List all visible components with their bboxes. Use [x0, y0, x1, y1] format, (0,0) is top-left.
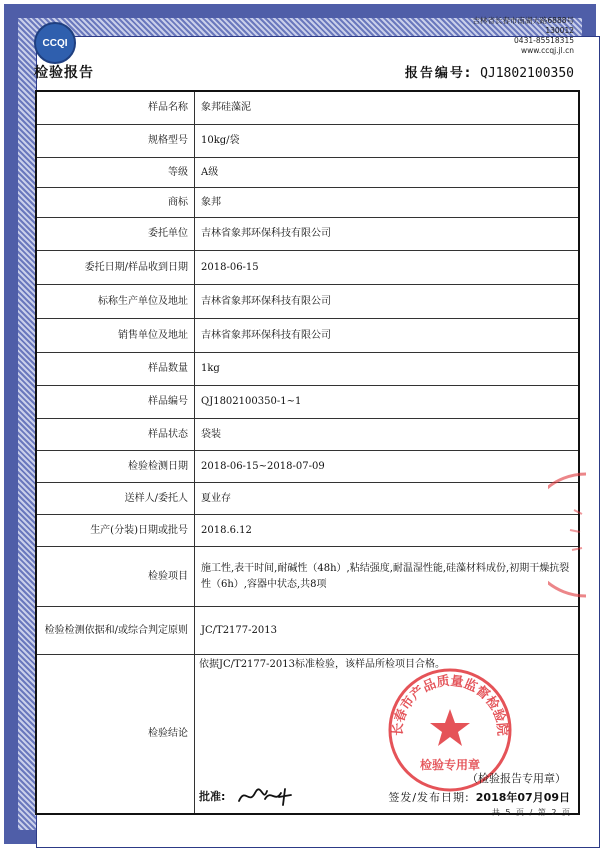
table-row [37, 125, 578, 158]
table-row [37, 218, 578, 251]
ccqi-logo [34, 22, 76, 64]
field-label: 等级 [37, 158, 195, 187]
field-label: 委托单位 [37, 218, 195, 250]
field-label: 检验项目 [37, 547, 195, 606]
field-value: 夏业存 [201, 492, 231, 504]
table-row [37, 92, 578, 125]
field-value: 吉林省象邦环保科技有限公司 [201, 228, 331, 239]
conclusion-row [37, 655, 578, 813]
table-row [37, 483, 578, 515]
stamp-bottom-text: 检验专用章 [419, 758, 481, 772]
field-label: 委托日期/样品收到日期 [37, 251, 195, 284]
stamp-ring-text: 长春市产品质量监督检验院 [390, 673, 510, 737]
stamp-caption: （检验报告专用章） [467, 772, 566, 785]
sign-date [388, 790, 570, 806]
address-block [472, 16, 574, 56]
table-row [37, 319, 578, 353]
document-title: 检验报告 [34, 65, 94, 81]
field-value: 10kg/袋 [201, 135, 240, 146]
report-number-value: QJ1802100350 [480, 66, 574, 81]
sign-date-value: 2018年07月09日 [475, 791, 570, 804]
field-label: 样品数量 [37, 353, 195, 385]
postcode: 130012 [545, 26, 574, 35]
field-value: 吉林省象邦环保科技有限公司 [201, 295, 331, 307]
field-value: 象邦 [201, 196, 221, 208]
website: www.ccqj.jl.cn [520, 46, 574, 55]
field-label: 样品状态 [37, 419, 195, 450]
field-label: 商标 [37, 188, 195, 217]
field-label: 生产(分装)日期或批号 [37, 515, 195, 546]
conclusion-text: 依据JC/T2177-2013标准检验，该样品所检项目合格。 [199, 659, 445, 670]
field-value: 2018-06-15 [201, 261, 259, 273]
field-label: 样品编号 [37, 386, 195, 418]
table-row [37, 353, 578, 386]
report-table [35, 90, 580, 815]
sign-date-label: 签发/发布日期: [388, 791, 470, 804]
field-value: 袋装 [201, 428, 221, 440]
table-row [37, 515, 578, 547]
field-label: 销售单位及地址 [37, 319, 195, 352]
page-footer: 共 5 页 / 第 2 页 [491, 808, 570, 817]
edge-seal-mark [548, 470, 588, 600]
field-value: 施工性,表干时间,耐碱性（48h）,粘结强度,耐温湿性能,硅藻材料成份,初期干燥抗裂性（6h）,容器中状态,共8项 [201, 562, 570, 590]
table-row [37, 188, 578, 218]
report-number [405, 62, 574, 81]
approve-label: 批准: [199, 790, 226, 803]
table-row [37, 451, 578, 483]
table-row [37, 607, 578, 655]
phone: 0431-85518315 [514, 36, 574, 45]
table-row [37, 251, 578, 285]
table-row [37, 547, 578, 607]
table-row [37, 419, 578, 451]
field-label: 检验检测日期 [37, 451, 195, 482]
approver-signature [235, 783, 295, 809]
field-label: 规格型号 [37, 125, 195, 157]
stamp-star-icon [430, 709, 470, 746]
logo-text: CCQI [42, 37, 68, 49]
table-row [37, 386, 578, 419]
field-value: 2018-06-15~2018-07-09 [201, 460, 325, 472]
field-label: 标称生产单位及地址 [37, 285, 195, 318]
field-label: 样品名称 [37, 92, 195, 124]
field-value: JC/T2177-2013 [201, 624, 277, 636]
conclusion-cell [195, 655, 578, 813]
address-line: 吉林省长春市南湖大路6888号 [472, 16, 574, 25]
field-value: A级 [201, 166, 219, 178]
table-row [37, 158, 578, 188]
field-value: 象邦硅藻泥 [201, 102, 251, 113]
field-value: 吉林省象邦环保科技有限公司 [201, 329, 331, 341]
field-label: 送样人/委托人 [37, 483, 195, 514]
conclusion-label: 检验结论 [37, 655, 195, 813]
field-value: 1kg [201, 363, 220, 374]
field-value: QJ1802100350-1~1 [201, 396, 302, 407]
table-row [37, 285, 578, 319]
field-label: 检验检测依据和/或综合判定原则 [37, 607, 195, 654]
report-number-label: 报告编号: [404, 66, 473, 81]
field-value: 2018.6.12 [201, 524, 252, 536]
